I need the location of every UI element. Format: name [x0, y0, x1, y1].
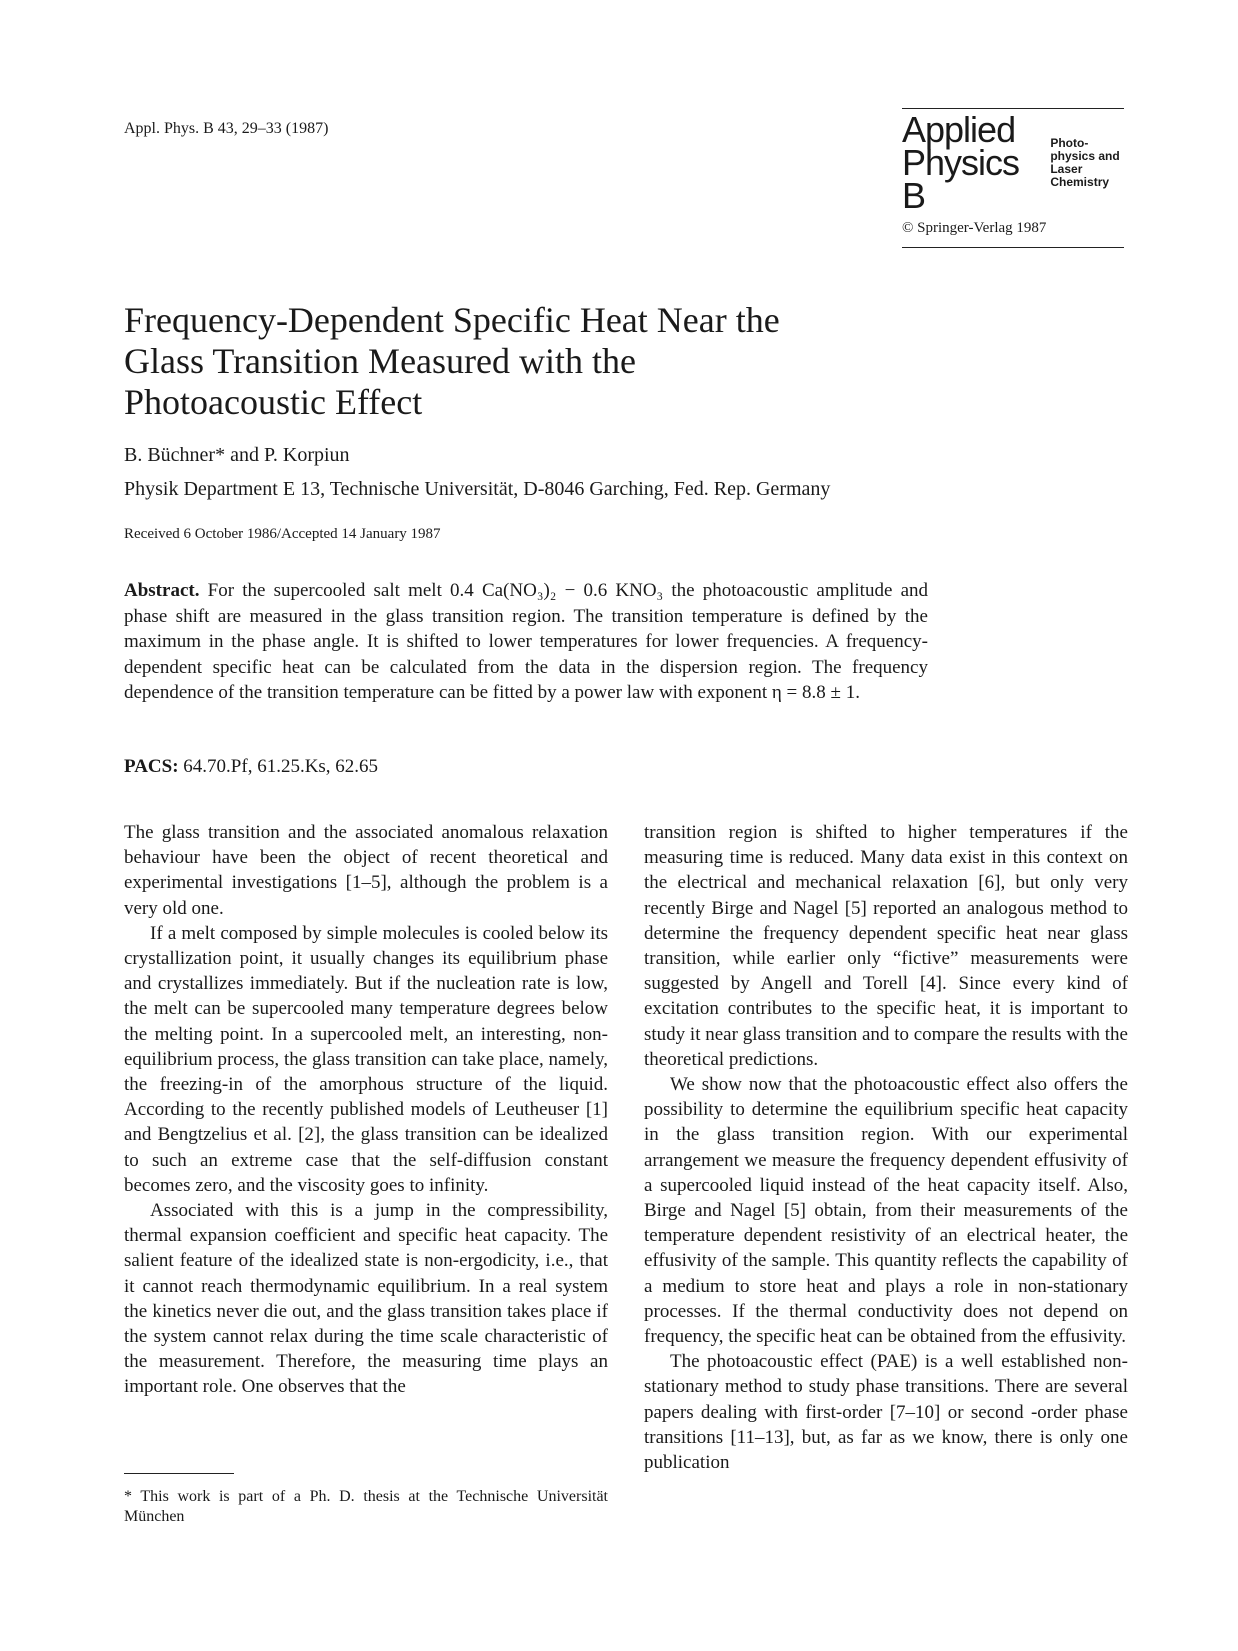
journal-name-line1: Applied	[902, 109, 1016, 150]
journal-name-line2: Physics B	[902, 142, 1020, 216]
abstract-label: Abstract.	[124, 580, 200, 601]
authors: B. Büchner* and P. Korpiun	[124, 444, 350, 466]
article-title: Frequency-Dependent Specific Heat Near the Glass Transition Measured with the Photoacoustic Effect	[124, 300, 780, 422]
paragraph: We show now that the photoacoustic effect also offers the possibility to determine the equilibrium specific heat capacity in the glass transition region. With our experimental arrangement we measure the frequency dependent effusivity of a supercooled liquid instead of the heat capacity itself. Also, Birge and Nagel [5] obtain, from their measurements of the temperature dependent resistivity of an electrical heater, the effusivity of the sample. This quantity reflects the capability of a medium to store heat and plays a role in non-stationary processes. If the thermal conductivity does not depend on frequency, the specific heat can be obtained from the effusivity.	[644, 1074, 1128, 1348]
right-column	[644, 820, 1128, 1475]
pacs	[124, 756, 378, 778]
pacs-codes: 64.70.Pf, 61.25.Ks, 62.65	[183, 756, 379, 777]
received-dates: Received 6 October 1986/Accepted 14 January 1987	[124, 526, 441, 542]
footnote-rule	[124, 1473, 234, 1474]
affiliation: Physik Department E 13, Technische Universität, D-8046 Garching, Fed. Rep. Germany	[124, 478, 831, 500]
abstract	[124, 578, 928, 706]
copyright: © Springer-Verlag 1987	[902, 220, 1124, 248]
paragraph: The glass transition and the associated anomalous relaxation behaviour have been the object of recent theoretical and experimental investigations [1–5], although the problem is a very old one.	[124, 822, 608, 919]
paragraph: Associated with this is a jump in the compressibility, thermal expansion coefficient and specific heat capacity. The salient feature of the idealized state is non-ergodicity, i.e., that it cannot reach thermodynamic equilibrium. In a real system the kinetics never die out, and the glass transition takes place if the system cannot relax during the time scale characteristic of the measurement. Therefore, the measuring time plays an important role. One observes that the	[124, 1200, 608, 1398]
paragraph: The photoacoustic effect (PAE) is a well established non-stationary method to study phase transitions. There are several papers dealing with first-order [7–10] or second -order phase transitions [11–13], but, as far as we know, there is only one publication	[644, 1351, 1128, 1474]
paragraph: If a melt composed by simple molecules is cooled below its crystallization point, it usually changes its equilibrium phase and crystallizes immediately. But if the nucleation rate is low, the melt can be supercooled many temperature degrees below the melting point. In a supercooled melt, an interesting, non-equilibrium process, the glass transition can take place, namely, the freezing-in of the amorphous structure of the liquid. According to the recently published models of Leutheuser [1] and Bengtzelius et al. [2], the glass transition can be idealized to such an extreme case that the self-diffusion constant becomes zero, and the viscosity goes to infinity.	[124, 922, 608, 1196]
journal-citation: Appl. Phys. B 43, 29–33 (1987)	[124, 120, 329, 137]
logo-row	[902, 109, 1124, 216]
pacs-label: PACS:	[124, 756, 179, 777]
paragraph: transition region is shifted to higher temperatures if the measuring time is reduced. Many data exist in this context on the electrical and mechanical relaxation [6], but only very recently Birge and Nagel [5] reported an analogous method to determine the frequency dependent specific heat near glass transition, while earlier only “fictive” measurements were suggested by Angell and Torell [4]. Since every kind of excitation contributes to the specific heat, it is important to study it near glass transition and to compare the results with the theoretical predictions.	[644, 822, 1128, 1070]
journal-name	[902, 109, 1050, 216]
abstract-text: For the supercooled salt melt 0.4 Ca(NO₃)₂ − 0.6 KNO₃ the photoacoustic amplitude and phase shift are measured in the glass transition region. The transition temperature is defined by the maximum in the phase angle. It is shifted to lower temperatures for lower frequencies. A frequency-dependent specific heat can be calculated from the data in the dispersion region. The frequency dependence of the transition temperature can be fitted by a power law with exponent η = 8.8 ± 1.	[124, 580, 928, 703]
left-column	[124, 820, 608, 1400]
footnote: * This work is part of a Ph. D. thesis at the Technische Universität München	[124, 1488, 608, 1525]
journal-logo	[902, 108, 1124, 248]
journal-subtitle: Photo-physics and Laser Chemistry	[1050, 135, 1120, 189]
